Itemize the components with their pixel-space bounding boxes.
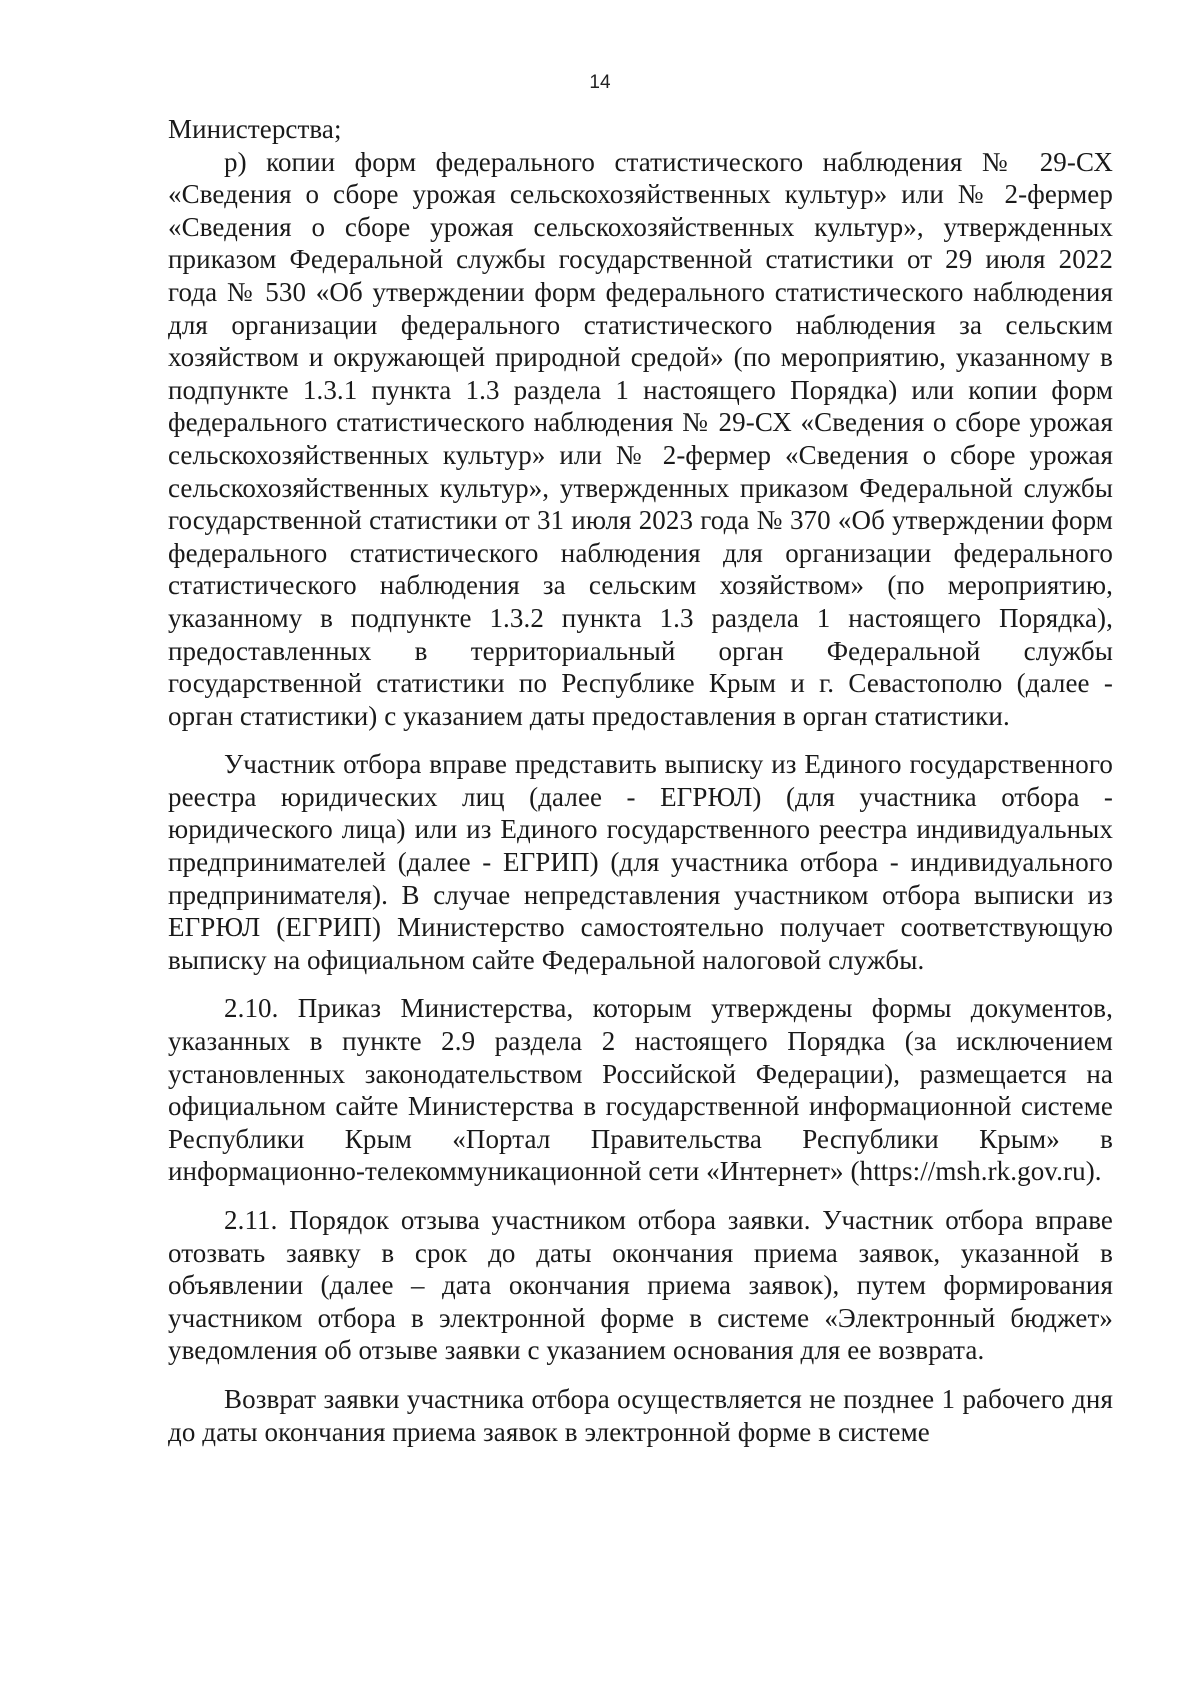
page-number: 14 — [589, 72, 611, 93]
paragraph-return-of-application: Возврат заявки участника отбора осуществляется не позднее 1 рабочего дня до даты окончания приема заявок в электронной форме в системе — [168, 1383, 1113, 1447]
paragraph-item-r: р) копии форм федерального статистического наблюдения № 29-СХ «Сведения о сборе урожая сельскохозяйственных культур» или № 2-фермер «Сведения о сборе урожая сельскохозяйственных культур», утвержденных приказом Федеральной службы государственной статистики от 29 июля 2022 года № 530 «Об утверждении форм федерального статистического наблюдения для организации федерального статистического наблюдения за сельским хозяйством и окружающей природной средой» (по мероприятию, указанному в подпункте 1.3.1 пункта 1.3 раздела 1 настоящего Порядка) или копии форм федерального статистического наблюдения № 29-СХ «Сведения о сборе урожая сельскохозяйственных культур» или № 2-фермер «Сведения о сборе урожая сельскохозяйственных культур», утвержденных приказом Федеральной службы государственной статистики от 31 июля 2023 года № 370 «Об утверждении форм федерального статистического наблюдения для организации федерального статистического наблюдения за сельским хозяйством» (по мероприятию, указанному в подпункте 1.3.2 пункта 1.3 раздела 1 настоящего Порядка), предоставленных в территориальный орган Федеральной службы государственной статистики по Республике Крым и г. Севастополю (далее - орган статистики) с указанием даты предоставления в орган статистики. — [168, 146, 1113, 731]
paragraph-egrul-extract: Участник отбора вправе представить выписку из Единого государственного реестра юридических лиц (далее - ЕГРЮЛ) (для участника отбора - юридического лица) или из Единого государственного реестра индивидуальных предпринимателей (далее - ЕГРИП) (для участника отбора - индивидуального предпринимателя). В случае непредставления участником отбора выписки из ЕГРЮЛ (ЕГРИП) Министерство самостоятельно получает соответствующую выписку на официальном сайте Федеральной налоговой службы. — [168, 749, 1113, 975]
paragraph-2-11: 2.11. Порядок отзыва участником отбора заявки. Участник отбора вправе отозвать заявку в срок до даты окончания приема заявок, указанной в объявлении (далее – дата окончания приема заявок), путем формирования участником отбора в электронной форме в системе «Электронный бюджет» уведомления об отзыве заявки с указанием основания для ее возврата. — [168, 1205, 1113, 1366]
paragraph-continuation: Министерства; — [168, 114, 342, 144]
paragraph-2-10: 2.10. Приказ Министерства, которым утверждены формы документов, указанных в пункте 2.9 раздела 2 настоящего Порядка (за исключением установленных законодательством Российской Федерации), размещается на официальном сайте Министерства в государственной информационной системе Республики Крым «Портал Правительства Республики Крым» в информационно-телекоммуникационной сети «Интернет» (https://msh.rk.gov.ru). — [168, 993, 1113, 1187]
document-body — [168, 113, 1113, 1448]
